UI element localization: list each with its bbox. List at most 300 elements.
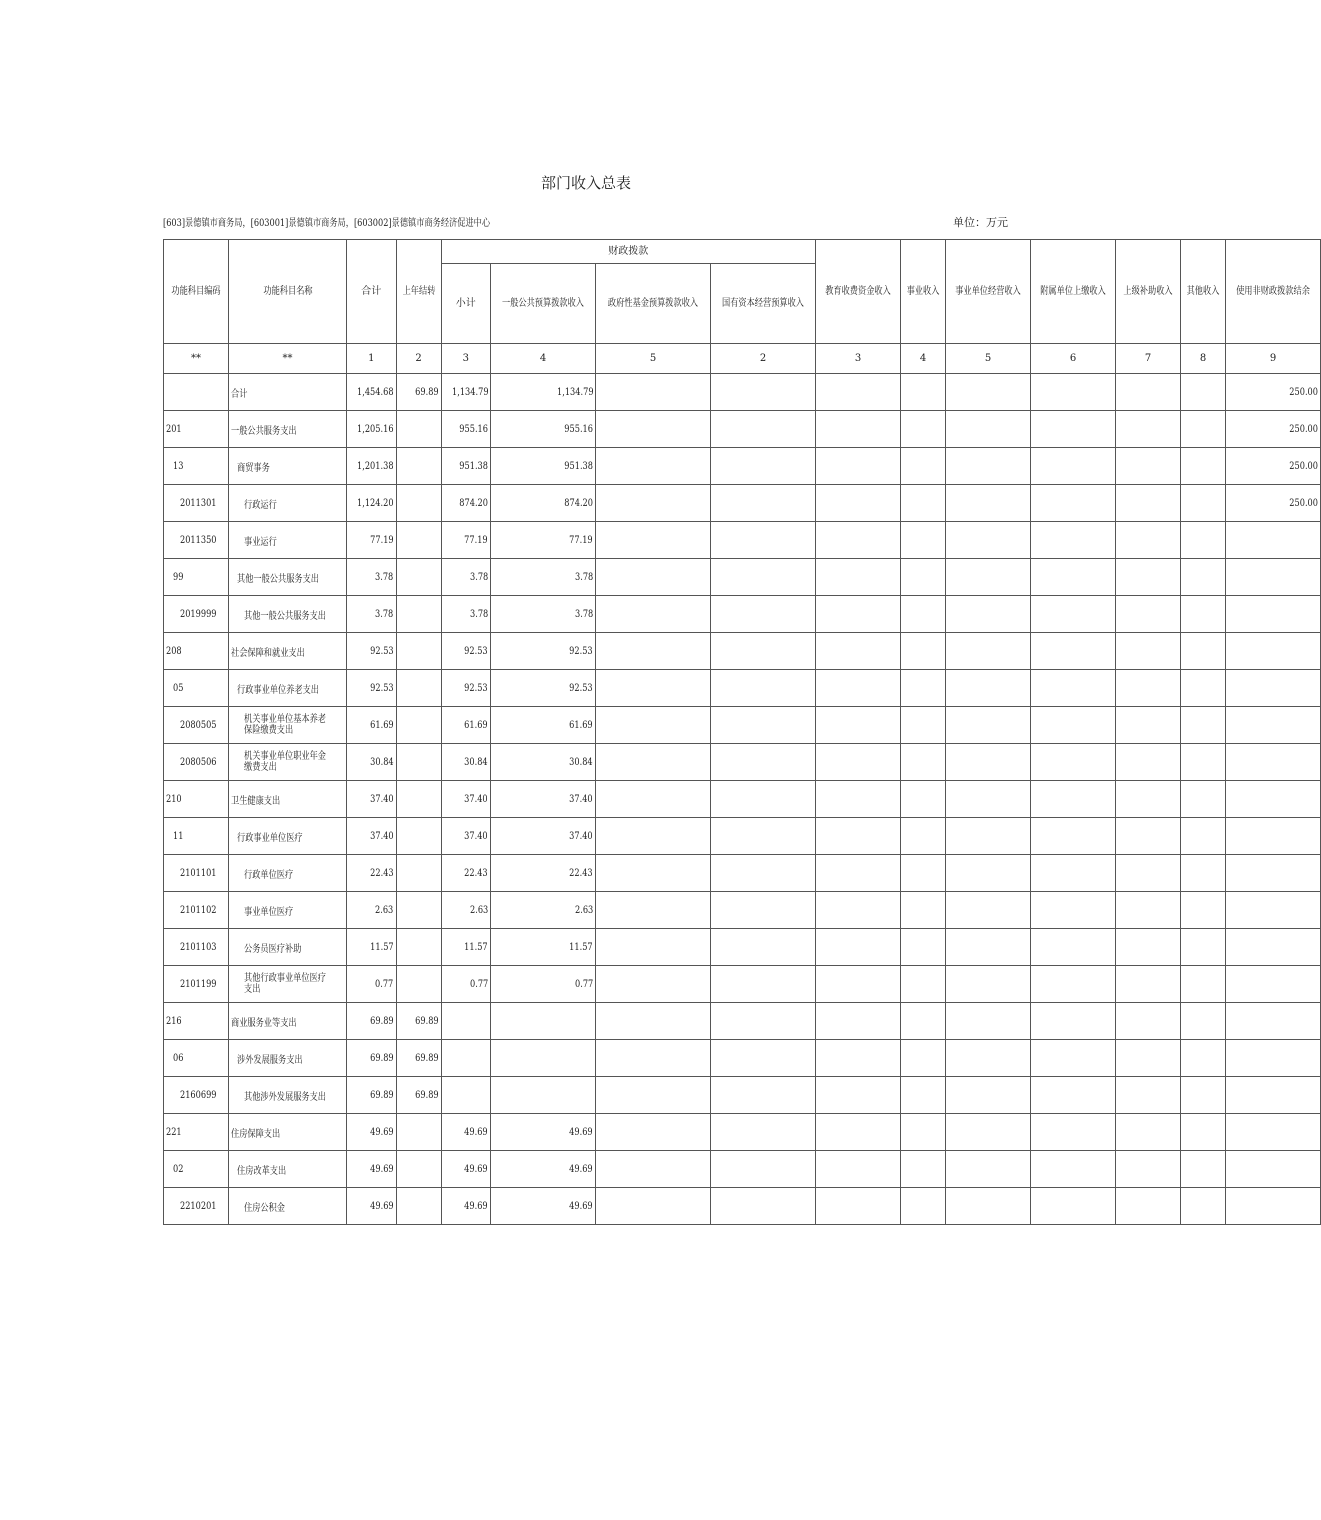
empty-cell — [1181, 781, 1226, 818]
function-code-cell: 2011350 — [164, 522, 229, 559]
empty-cell — [596, 929, 711, 966]
function-name-cell: 其他一般公共服务支出 — [229, 559, 347, 596]
empty-cell — [711, 1003, 816, 1040]
fiscal-subtotal-cell: 3.78 — [441, 559, 491, 596]
empty-cell — [901, 1003, 946, 1040]
carryover-cell — [396, 892, 441, 929]
empty-cell — [1031, 411, 1116, 448]
col-header-carryover: 上年结转 — [396, 240, 441, 344]
fiscal-subtotal-cell: 61.69 — [441, 707, 491, 744]
function-name-cell: 事业运行 — [229, 522, 347, 559]
empty-cell — [816, 781, 901, 818]
function-name-cell: 商贸事务 — [229, 448, 347, 485]
empty-cell — [946, 1114, 1031, 1151]
empty-cell — [711, 448, 816, 485]
non-fiscal-balance-cell — [1226, 1151, 1321, 1188]
total-cell: 2.63 — [347, 892, 397, 929]
total-cell: 49.69 — [347, 1188, 397, 1225]
column-index-cell: ** — [229, 344, 347, 374]
empty-cell — [946, 1077, 1031, 1114]
function-code-cell: 06 — [164, 1040, 229, 1077]
function-code-cell: 221 — [164, 1114, 229, 1151]
empty-cell — [901, 633, 946, 670]
function-code-cell: 2160699 — [164, 1077, 229, 1114]
column-index-cell: 9 — [1226, 344, 1321, 374]
function-name-cell: 一般公共服务支出 — [229, 411, 347, 448]
empty-cell — [946, 522, 1031, 559]
department-subtitle: [603]景德镇市商务局，[603001]景德镇市商务局，[603002]景德镇市商务经济促进中心 — [163, 218, 491, 229]
general-budget-cell: 30.84 — [491, 744, 596, 781]
carryover-cell — [396, 781, 441, 818]
function-name-cell: 卫生健康支出 — [229, 781, 347, 818]
col-header-total: 合计 — [347, 240, 397, 344]
empty-cell — [1116, 374, 1181, 411]
empty-cell — [711, 633, 816, 670]
non-fiscal-balance-cell — [1226, 707, 1321, 744]
carryover-cell — [396, 448, 441, 485]
column-index-cell: 4 — [491, 344, 596, 374]
column-index-cell: 2 — [396, 344, 441, 374]
fiscal-subtotal-cell: 11.57 — [441, 929, 491, 966]
empty-cell — [901, 818, 946, 855]
col-header-state-capital: 国有资本经营预算收入 — [711, 264, 816, 344]
empty-cell — [1181, 892, 1226, 929]
empty-cell — [711, 707, 816, 744]
empty-cell — [711, 744, 816, 781]
carryover-cell: 69.89 — [396, 1003, 441, 1040]
empty-cell — [1031, 929, 1116, 966]
table-row — [164, 1151, 1321, 1188]
empty-cell — [711, 855, 816, 892]
function-code-cell: 2080506 — [164, 744, 229, 781]
general-budget-cell: 11.57 — [491, 929, 596, 966]
empty-cell — [946, 966, 1031, 1003]
empty-cell — [1031, 522, 1116, 559]
empty-cell — [816, 596, 901, 633]
fiscal-subtotal-cell: 0.77 — [441, 966, 491, 1003]
empty-cell — [901, 892, 946, 929]
function-code-cell: 2101101 — [164, 855, 229, 892]
empty-cell — [1116, 670, 1181, 707]
function-name-cell: 行政单位医疗 — [229, 855, 347, 892]
non-fiscal-balance-cell: 250.00 — [1226, 448, 1321, 485]
function-code-cell: 2101103 — [164, 929, 229, 966]
column-index-cell: 6 — [1031, 344, 1116, 374]
empty-cell — [816, 448, 901, 485]
function-code-cell: 201 — [164, 411, 229, 448]
empty-cell — [711, 781, 816, 818]
fiscal-subtotal-cell: 92.53 — [441, 670, 491, 707]
function-code-cell — [164, 374, 229, 411]
empty-cell — [1181, 633, 1226, 670]
empty-cell — [816, 670, 901, 707]
fiscal-subtotal-cell: 37.40 — [441, 781, 491, 818]
empty-cell — [1116, 929, 1181, 966]
empty-cell — [1031, 1188, 1116, 1225]
col-header-subtotal: 小计 — [441, 264, 491, 344]
empty-cell — [1181, 1077, 1226, 1114]
empty-cell — [816, 707, 901, 744]
empty-cell — [901, 1114, 946, 1151]
function-name-cell: 其他行政事业单位医疗支出 — [229, 966, 347, 1003]
general-budget-cell — [491, 1003, 596, 1040]
carryover-cell: 69.89 — [396, 1040, 441, 1077]
empty-cell — [596, 485, 711, 522]
column-index-cell: 8 — [1181, 344, 1226, 374]
empty-cell — [596, 744, 711, 781]
non-fiscal-balance-cell — [1226, 1040, 1321, 1077]
function-name-cell: 涉外发展服务支出 — [229, 1040, 347, 1077]
empty-cell — [596, 1077, 711, 1114]
table-row — [164, 448, 1321, 485]
empty-cell — [1116, 1114, 1181, 1151]
empty-cell — [901, 670, 946, 707]
fiscal-subtotal-cell: 1,134.79 — [441, 374, 491, 411]
carryover-cell — [396, 670, 441, 707]
empty-cell — [1116, 1188, 1181, 1225]
function-code-cell: 13 — [164, 448, 229, 485]
function-code-cell: 02 — [164, 1151, 229, 1188]
non-fiscal-balance-cell — [1226, 929, 1321, 966]
function-code-cell: 11 — [164, 818, 229, 855]
general-budget-cell: 49.69 — [491, 1188, 596, 1225]
general-budget-cell: 874.20 — [491, 485, 596, 522]
empty-cell — [1116, 633, 1181, 670]
empty-cell — [596, 1114, 711, 1151]
total-cell: 49.69 — [347, 1114, 397, 1151]
fiscal-subtotal-cell — [441, 1077, 491, 1114]
carryover-cell — [396, 966, 441, 1003]
empty-cell — [1181, 1114, 1226, 1151]
empty-cell — [711, 522, 816, 559]
empty-cell — [901, 707, 946, 744]
non-fiscal-balance-cell — [1226, 522, 1321, 559]
empty-cell — [1116, 448, 1181, 485]
general-budget-cell: 92.53 — [491, 670, 596, 707]
table-row — [164, 485, 1321, 522]
empty-cell — [711, 1188, 816, 1225]
fiscal-subtotal-cell: 49.69 — [441, 1188, 491, 1225]
empty-cell — [946, 855, 1031, 892]
empty-cell — [816, 633, 901, 670]
empty-cell — [1031, 781, 1116, 818]
page-title: 部门收入总表 — [540, 174, 631, 192]
empty-cell — [901, 1040, 946, 1077]
general-budget-cell: 951.38 — [491, 448, 596, 485]
table-row — [164, 670, 1321, 707]
empty-cell — [596, 411, 711, 448]
empty-cell — [596, 818, 711, 855]
empty-cell — [901, 522, 946, 559]
function-name-cell: 其他一般公共服务支出 — [229, 596, 347, 633]
empty-cell — [711, 670, 816, 707]
empty-cell — [1181, 1040, 1226, 1077]
empty-cell — [1181, 1151, 1226, 1188]
carryover-cell — [396, 559, 441, 596]
empty-cell — [901, 966, 946, 1003]
empty-cell — [1116, 522, 1181, 559]
empty-cell — [711, 1114, 816, 1151]
empty-cell — [816, 1151, 901, 1188]
function-code-cell: 2101102 — [164, 892, 229, 929]
total-cell: 69.89 — [347, 1077, 397, 1114]
empty-cell — [596, 448, 711, 485]
empty-cell — [1116, 892, 1181, 929]
empty-cell — [1031, 892, 1116, 929]
total-cell: 22.43 — [347, 855, 397, 892]
non-fiscal-balance-cell: 250.00 — [1226, 485, 1321, 522]
col-header-business: 事业收入 — [901, 240, 946, 344]
table-row — [164, 1040, 1321, 1077]
empty-cell — [1116, 855, 1181, 892]
general-budget-cell: 1,134.79 — [491, 374, 596, 411]
non-fiscal-balance-cell — [1226, 781, 1321, 818]
empty-cell — [816, 929, 901, 966]
empty-cell — [1116, 818, 1181, 855]
total-cell: 1,454.68 — [347, 374, 397, 411]
non-fiscal-balance-cell — [1226, 633, 1321, 670]
non-fiscal-balance-cell — [1226, 892, 1321, 929]
empty-cell — [1116, 1151, 1181, 1188]
function-name-cell: 社会保障和就业支出 — [229, 633, 347, 670]
empty-cell — [711, 966, 816, 1003]
empty-cell — [1116, 485, 1181, 522]
non-fiscal-balance-cell: 250.00 — [1226, 374, 1321, 411]
non-fiscal-balance-cell — [1226, 966, 1321, 1003]
fiscal-subtotal-cell: 874.20 — [441, 485, 491, 522]
empty-cell — [946, 781, 1031, 818]
carryover-cell — [396, 929, 441, 966]
empty-cell — [711, 411, 816, 448]
empty-cell — [901, 448, 946, 485]
empty-cell — [901, 744, 946, 781]
carryover-cell: 69.89 — [396, 1077, 441, 1114]
fiscal-subtotal-cell: 951.38 — [441, 448, 491, 485]
empty-cell — [901, 929, 946, 966]
empty-cell — [711, 818, 816, 855]
total-cell: 69.89 — [347, 1003, 397, 1040]
empty-cell — [596, 522, 711, 559]
empty-cell — [1031, 855, 1116, 892]
empty-cell — [901, 374, 946, 411]
function-name-cell: 合计 — [229, 374, 347, 411]
general-budget-cell — [491, 1077, 596, 1114]
general-budget-cell: 37.40 — [491, 818, 596, 855]
fiscal-subtotal-cell: 77.19 — [441, 522, 491, 559]
empty-cell — [901, 1077, 946, 1114]
empty-cell — [1116, 966, 1181, 1003]
empty-cell — [816, 1188, 901, 1225]
function-name-cell: 行政运行 — [229, 485, 347, 522]
col-header-name: 功能科目名称 — [229, 240, 347, 344]
carryover-cell — [396, 596, 441, 633]
table-row — [164, 374, 1321, 411]
empty-cell — [1031, 1003, 1116, 1040]
total-cell: 37.40 — [347, 781, 397, 818]
empty-cell — [1181, 670, 1226, 707]
general-budget-cell: 92.53 — [491, 633, 596, 670]
empty-cell — [1181, 448, 1226, 485]
empty-cell — [1116, 744, 1181, 781]
column-index-cell: ** — [164, 344, 229, 374]
empty-cell — [711, 485, 816, 522]
table-row — [164, 1003, 1321, 1040]
fiscal-subtotal-cell: 3.78 — [441, 596, 491, 633]
total-cell: 61.69 — [347, 707, 397, 744]
col-header-subsidy: 上级补助收入 — [1116, 240, 1181, 344]
empty-cell — [1116, 596, 1181, 633]
empty-cell — [816, 1077, 901, 1114]
table-row — [164, 633, 1321, 670]
non-fiscal-balance-cell — [1226, 744, 1321, 781]
empty-cell — [1116, 559, 1181, 596]
empty-cell — [1181, 966, 1226, 1003]
empty-cell — [901, 781, 946, 818]
table-row — [164, 966, 1321, 1003]
function-name-cell: 商业服务业等支出 — [229, 1003, 347, 1040]
column-index-cell: 5 — [946, 344, 1031, 374]
function-code-cell: 2101199 — [164, 966, 229, 1003]
carryover-cell — [396, 522, 441, 559]
table-row — [164, 892, 1321, 929]
empty-cell — [1031, 818, 1116, 855]
empty-cell — [816, 559, 901, 596]
empty-cell — [816, 374, 901, 411]
empty-cell — [816, 855, 901, 892]
general-budget-cell: 77.19 — [491, 522, 596, 559]
empty-cell — [1031, 633, 1116, 670]
empty-cell — [1181, 1188, 1226, 1225]
col-header-gov-fund: 政府性基金预算拨款收入 — [596, 264, 711, 344]
empty-cell — [1031, 559, 1116, 596]
fiscal-subtotal-cell — [441, 1003, 491, 1040]
table-row — [164, 929, 1321, 966]
function-name-cell: 住房保障支出 — [229, 1114, 347, 1151]
table-row — [164, 522, 1321, 559]
table-row — [164, 744, 1321, 781]
function-code-cell: 2019999 — [164, 596, 229, 633]
empty-cell — [1031, 1077, 1116, 1114]
empty-cell — [816, 818, 901, 855]
empty-cell — [946, 818, 1031, 855]
empty-cell — [596, 1151, 711, 1188]
empty-cell — [711, 892, 816, 929]
function-name-cell: 事业单位医疗 — [229, 892, 347, 929]
empty-cell — [816, 522, 901, 559]
non-fiscal-balance-cell: 250.00 — [1226, 411, 1321, 448]
total-cell: 69.89 — [347, 1040, 397, 1077]
column-index-cell: 3 — [816, 344, 901, 374]
empty-cell — [711, 559, 816, 596]
empty-cell — [596, 855, 711, 892]
empty-cell — [901, 596, 946, 633]
function-name-cell: 机关事业单位职业年金缴费支出 — [229, 744, 347, 781]
empty-cell — [711, 374, 816, 411]
empty-cell — [946, 448, 1031, 485]
col-header-affiliated: 附属单位上缴收入 — [1031, 240, 1116, 344]
empty-cell — [1031, 744, 1116, 781]
table-row — [164, 596, 1321, 633]
total-cell: 49.69 — [347, 1151, 397, 1188]
fiscal-subtotal-cell: 2.63 — [441, 892, 491, 929]
table-row — [164, 1114, 1321, 1151]
empty-cell — [711, 929, 816, 966]
non-fiscal-balance-cell — [1226, 855, 1321, 892]
non-fiscal-balance-cell — [1226, 670, 1321, 707]
function-code-cell: 216 — [164, 1003, 229, 1040]
function-name-cell: 其他涉外发展服务支出 — [229, 1077, 347, 1114]
table-row — [164, 781, 1321, 818]
empty-cell — [596, 633, 711, 670]
empty-cell — [816, 1040, 901, 1077]
general-budget-cell: 37.40 — [491, 781, 596, 818]
empty-cell — [946, 1188, 1031, 1225]
empty-cell — [1181, 522, 1226, 559]
total-cell: 3.78 — [347, 559, 397, 596]
empty-cell — [711, 596, 816, 633]
empty-cell — [1116, 781, 1181, 818]
empty-cell — [1031, 485, 1116, 522]
col-header-operating: 事业单位经营收入 — [946, 240, 1031, 344]
empty-cell — [1181, 596, 1226, 633]
column-index-cell: 1 — [347, 344, 397, 374]
empty-cell — [1031, 374, 1116, 411]
carryover-cell — [396, 1151, 441, 1188]
empty-cell — [1031, 448, 1116, 485]
carryover-cell — [396, 1114, 441, 1151]
col-header-code: 功能科目编码 — [164, 240, 229, 344]
table-row — [164, 855, 1321, 892]
empty-cell — [1031, 1114, 1116, 1151]
empty-cell — [946, 744, 1031, 781]
total-cell: 1,124.20 — [347, 485, 397, 522]
empty-cell — [596, 1040, 711, 1077]
non-fiscal-balance-cell — [1226, 596, 1321, 633]
fiscal-subtotal-cell: 37.40 — [441, 818, 491, 855]
non-fiscal-balance-cell — [1226, 1003, 1321, 1040]
fiscal-subtotal-cell: 30.84 — [441, 744, 491, 781]
empty-cell — [1181, 411, 1226, 448]
function-name-cell: 机关事业单位基本养老保险缴费支出 — [229, 707, 347, 744]
total-cell: 1,201.38 — [347, 448, 397, 485]
empty-cell — [596, 670, 711, 707]
fiscal-subtotal-cell: 955.16 — [441, 411, 491, 448]
function-name-cell: 行政事业单位医疗 — [229, 818, 347, 855]
table-row — [164, 1077, 1321, 1114]
non-fiscal-balance-cell — [1226, 1077, 1321, 1114]
empty-cell — [816, 966, 901, 1003]
empty-cell — [711, 1040, 816, 1077]
empty-cell — [901, 855, 946, 892]
unit-label: 单位：万元 — [953, 216, 1008, 229]
empty-cell — [946, 1040, 1031, 1077]
empty-cell — [1031, 966, 1116, 1003]
general-budget-cell: 3.78 — [491, 559, 596, 596]
function-code-cell: 05 — [164, 670, 229, 707]
empty-cell — [1181, 929, 1226, 966]
column-index-cell: 5 — [596, 344, 711, 374]
carryover-cell — [396, 485, 441, 522]
total-cell: 11.57 — [347, 929, 397, 966]
empty-cell — [596, 966, 711, 1003]
empty-cell — [1181, 559, 1226, 596]
empty-cell — [946, 892, 1031, 929]
col-header-general-budget: 一般公共预算拨款收入 — [491, 264, 596, 344]
empty-cell — [946, 1003, 1031, 1040]
empty-cell — [1181, 818, 1226, 855]
empty-cell — [946, 929, 1031, 966]
function-code-cell: 208 — [164, 633, 229, 670]
